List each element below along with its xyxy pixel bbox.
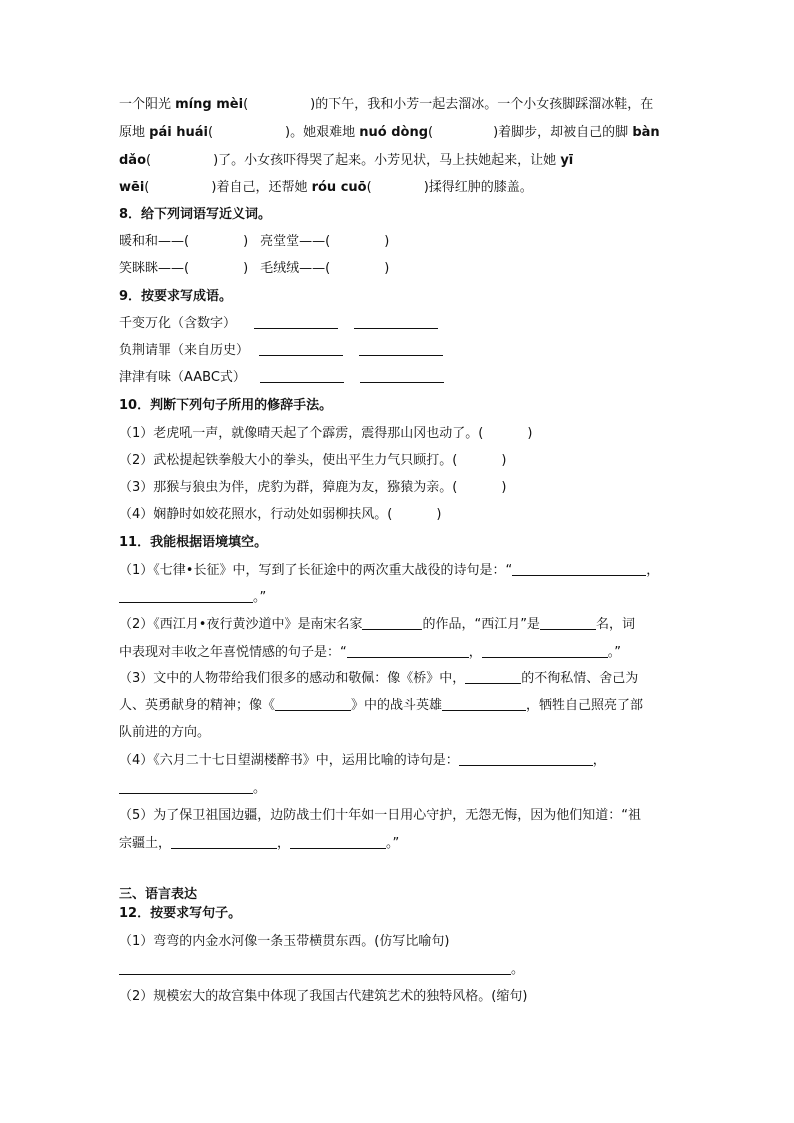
question-9-title: 9．按要求写成语。 [119,289,233,304]
pinyin: míng mèi [175,97,244,112]
answer-blank[interactable] [260,368,344,383]
text: )。她艰难地 [285,125,360,140]
pinyin: yī [560,153,574,168]
answer-blank[interactable] [359,341,443,356]
question-11-item-1-line-1 [119,561,659,581]
text: 笑眯眯——( [119,261,190,276]
answer-blank[interactable] [459,751,593,766]
text: 名，词 [595,617,635,632]
sentence: （3）那猴与狼虫为伴，虎豹为群，獐鹿为友，猕猿为亲。( [119,480,458,495]
text: 。” [253,590,267,605]
text: ) [501,480,507,495]
text: 原地 [119,125,150,140]
text: ) [501,453,507,468]
question-10-item-2 [119,451,506,471]
pinyin: róu cuō [311,180,367,195]
pinyin-line-3 [119,151,573,171]
answer-blank[interactable] [290,834,386,849]
question-11-item-3-line-2 [119,696,643,716]
question-10-title: 10．判断下列句子所用的修辞手法。 [119,398,333,413]
answer-blank[interactable] [119,960,511,975]
pinyin: dǎo [119,153,147,168]
answer-blank[interactable] [540,615,596,630]
text: （4）《六月二十七日望湖楼醉书》中，运用比喻的诗句是： [119,753,459,768]
text: （3）文中的人物带给我们很多的感动和敬佩：像《桥》中， [119,671,466,686]
answer-blank[interactable] [275,696,351,711]
question-9-item-2 [119,341,443,361]
answer-blank[interactable] [354,314,438,329]
answer-blank[interactable] [482,643,608,658]
text: ( [243,97,249,112]
text: 毛绒绒——( [260,261,331,276]
question-12-item-1: （1）弯弯的内金水河像一条玉带横贯东西。(仿写比喻句) [119,934,450,949]
text: （1）《七律•长征》中，写到了长征途中的两次重大战役的诗句是：“ [119,563,513,578]
text: ) [436,507,442,522]
text: ( [207,125,214,140]
question-10-item-3 [119,478,506,498]
idiom-prompt: 千变万化（含数字） [119,316,237,331]
text: ) [384,261,390,276]
text: ) [243,234,249,249]
text: ， [646,563,660,578]
pinyin-line-4 [119,178,533,198]
question-12-title: 12．按要求写句子。 [119,906,242,921]
answer-blank[interactable] [360,368,444,383]
question-9-item-1 [119,314,438,334]
question-11-item-5-line-2 [119,834,399,854]
question-11-title: 11．我能根据语境填空。 [119,535,268,550]
question-9-item-3 [119,368,444,388]
question-11-item-3-line-1 [119,669,638,689]
text: ) [243,261,249,276]
text: )了。小女孩吓得哭了起来。小芳见状，马上扶她起来，让她 [213,153,561,168]
question-10-item-4 [119,505,441,525]
text: 一个阳光 [119,97,176,112]
text: ) [384,234,390,249]
section-heading: 三、语言表达 [119,887,198,902]
answer-blank[interactable] [442,696,526,711]
answer-blank[interactable] [119,779,253,794]
text: )着自己，还帮她 [211,180,312,195]
text: )的下午，我和小芳一起去溜冰。一个小女孩脚踩溜冰鞋，在 [310,97,654,112]
answer-blank[interactable] [254,314,338,329]
text: 。” [607,645,622,660]
text: ( [366,180,372,195]
question-10-item-1 [119,424,532,444]
answer-blank[interactable] [119,588,253,603]
text: 的作品，“西江月”是 [422,617,540,632]
text: （2）《西江月•夜行黄沙道中》是南宋名家 [119,617,363,632]
pinyin: pái huái [149,125,208,140]
question-11-item-3-line-3: 队前进的方向。 [119,725,211,740]
pinyin: bàn [632,125,660,140]
sentence: （2）武松提起铁拳般大小的拳头，使出平生力气只顾打。( [119,453,458,468]
text: )揉得红肿的膝盖。 [423,180,533,195]
answer-blank[interactable] [171,834,277,849]
text: ( [428,125,434,140]
sentence: （4）娴静时如姣花照水，行动处如弱柳扶风。( [119,507,393,522]
text: 。 [253,781,267,796]
answer-blank[interactable] [347,643,469,658]
text: 中表现对丰收之年喜悦情感的句子是：“ [119,645,347,660]
text: 》中的战斗英雄 [351,698,443,713]
pinyin: wēi [119,180,145,195]
question-11-item-2-line-2 [119,643,621,663]
sentence: （1）老虎吼一声，就像晴天起了个霹雳，震得那山冈也动了。( [119,426,484,441]
answer-blank[interactable] [259,341,343,356]
text: ，牺牲自己照亮了部 [526,698,644,713]
text: 亮堂堂——( [260,234,331,249]
answer-blank[interactable] [465,669,521,684]
text: ， [592,753,606,768]
question-11-item-1-line-2 [119,588,266,608]
text: ( [144,180,150,195]
text: ， [468,645,482,660]
text: 暖和和——( [119,234,190,249]
question-11-item-4-line-2 [119,779,266,799]
text: ) [527,426,533,441]
text: 人、英勇献身的精神；像《 [119,698,276,713]
question-8-row-1 [119,232,389,252]
question-11-item-5-line-1: （5）为了保卫祖国边疆，边防战士们十年如一日用心守护，无怨无悔，因为他们知道：“祖 [119,808,642,823]
text: 的不徇私情、舍己为 [521,671,639,686]
question-12-item-1-answer [119,960,524,980]
question-12-item-2: （2）规模宏大的故宫集中体现了我国古代建筑艺术的独特风格。(缩句) [119,989,528,1004]
pinyin: nuó dòng [359,125,429,140]
answer-blank[interactable] [512,561,646,576]
idiom-prompt: 负荆请罪（来自历史） [119,343,250,358]
question-11-item-4-line-1 [119,751,606,771]
text: ( [146,153,152,168]
text: 。” [386,836,400,851]
idiom-prompt: 津津有味（AABC式） [119,370,246,385]
text: 。 [511,962,525,977]
text: )着脚步，却被自己的脚 [493,125,633,140]
pinyin-line-1 [119,95,653,115]
text: 宗疆土， [119,836,172,851]
question-8-row-2 [119,259,389,279]
question-8-title: 8．给下列词语写近义词。 [119,207,272,222]
pinyin-line-2 [119,123,660,143]
question-11-item-2-line-1 [119,615,635,635]
answer-blank[interactable] [362,615,422,630]
text: ， [277,836,291,851]
